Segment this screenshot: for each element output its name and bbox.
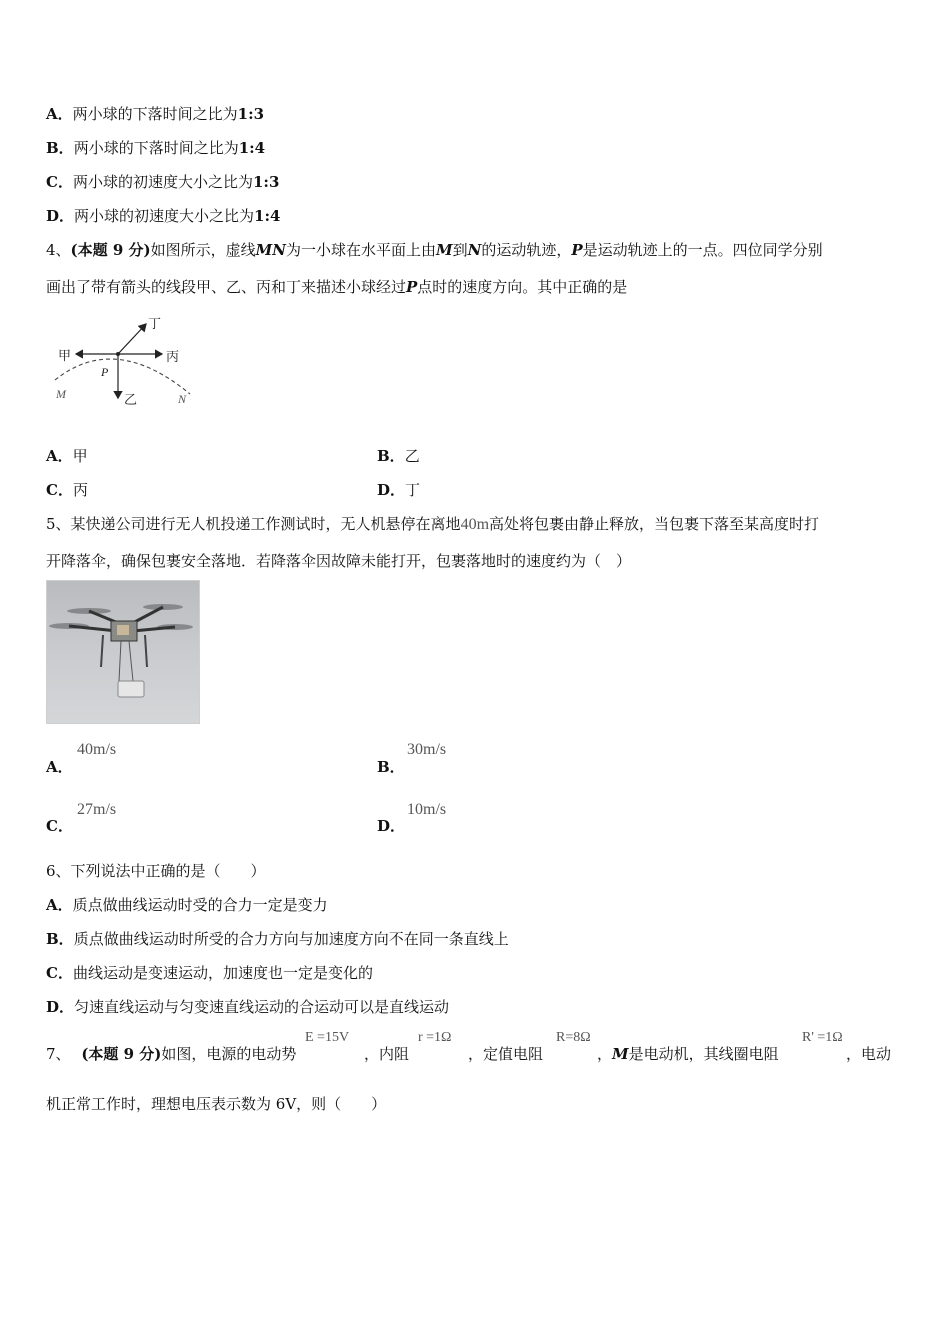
point-p <box>116 352 120 356</box>
stem-text: 如图，电源的电动势 <box>161 1045 297 1063</box>
q6-option-b <box>46 928 509 949</box>
option-text: 丙 <box>72 481 88 499</box>
q6-option-c <box>46 962 373 983</box>
symbol-m: M <box>435 241 453 259</box>
stem-text: 是电动机，其线圈电阻 <box>628 1045 779 1063</box>
option-letter: C． <box>46 173 73 191</box>
q5-option-c-value: 27m/s <box>77 801 117 818</box>
symbol-m: M <box>612 1045 629 1063</box>
option-text: 两小球的下落时间之比为 <box>73 139 239 157</box>
option-letter: D． <box>46 207 75 225</box>
stem-text: 为一小球在水平面上由 <box>285 241 436 259</box>
stem-text: 点时的速度方向。其中正确的是 <box>417 278 628 296</box>
q4-option-d <box>377 479 420 500</box>
stem-text: 开降落伞，确保包裹安全落地．若降落伞因故障未能打开，包裹落地时的速度约为（ ） <box>46 552 632 570</box>
stem-text: 画出了带有箭头的线段甲、乙、丙和丁来描述小球经过 <box>46 278 407 296</box>
label-jia: 甲 <box>58 349 72 364</box>
option-text: 乙 <box>404 447 420 465</box>
drone-photo <box>46 580 200 724</box>
q5-option-c-letter <box>46 815 73 836</box>
option-letter: B． <box>377 447 405 465</box>
question-score: (本题 9 分) <box>70 241 151 259</box>
stem-text: 某快递公司进行无人机投递工作测试时，无人机悬停在离地 <box>70 515 461 533</box>
q6-option-d <box>46 996 449 1017</box>
option-letter: C． <box>46 481 73 499</box>
option-text: 丁 <box>405 481 421 499</box>
q5-stem-line1 <box>46 513 819 534</box>
symbol-n: N <box>467 241 482 259</box>
q5-option-b-value: 30m/s <box>407 741 447 758</box>
label-bing: 丙 <box>166 350 180 365</box>
q5-option-a-letter <box>46 756 73 777</box>
option-letter: D． <box>377 817 406 835</box>
question-number: 7、 <box>46 1045 71 1063</box>
stem-text: ， <box>597 1045 613 1063</box>
q4-option-b <box>377 445 420 466</box>
option-text: 两小球的初速度大小之比为 <box>72 173 253 191</box>
q3-option-c <box>46 171 279 192</box>
drone-illustration <box>47 581 199 723</box>
q7-text-resistor: ，定值电阻 <box>468 1045 544 1063</box>
option-letter: D． <box>377 481 406 499</box>
label-m: M <box>56 387 66 401</box>
q7-stem-line2: 机正常工作时，理想电压表示数为 6V，则（ ） <box>46 1095 387 1113</box>
q6-title: 6、下列说法中正确的是（ ） <box>46 862 266 880</box>
q5-stem-line2 <box>46 550 631 571</box>
label-n: N <box>178 392 187 406</box>
option-ratio: 1:3 <box>252 173 280 191</box>
q5-option-d-letter <box>377 815 405 836</box>
stem-text: 如图所示，虚线 <box>150 241 256 259</box>
stem-text: 的运动轨迹， <box>481 241 572 259</box>
q4-stem-line2 <box>46 276 627 297</box>
option-text: 曲线运动是变速运动，加速度也一定是变化的 <box>72 964 373 982</box>
q3-option-d <box>46 205 280 226</box>
option-text: 质点做曲线运动时受的合力一定是变力 <box>72 896 328 914</box>
option-letter: A． <box>46 896 73 914</box>
stem-text: 到 <box>452 241 468 259</box>
option-text: 两小球的下落时间之比为 <box>72 105 238 123</box>
option-letter: D． <box>46 998 75 1016</box>
emf-value: E =15V <box>305 1030 350 1045</box>
coil-resistance-value: R' =1Ω <box>802 1030 843 1045</box>
question-number: 4、 <box>46 241 71 259</box>
option-letter: B． <box>46 930 74 948</box>
trajectory-figure <box>50 312 200 412</box>
q5-option-b-letter <box>377 756 405 777</box>
question-score: (本题 9 分) <box>81 1045 162 1063</box>
option-ratio: 1:4 <box>238 139 266 157</box>
q5-option-a-value: 40m/s <box>77 741 117 758</box>
option-letter: A． <box>46 105 73 123</box>
option-letter: A． <box>46 758 73 776</box>
option-letter: C． <box>46 964 73 982</box>
option-text: 质点做曲线运动时所受的合力方向与加速度方向不在同一条直线上 <box>73 930 509 948</box>
q6-option-a <box>46 894 328 915</box>
q3-option-a <box>46 103 264 124</box>
internal-resistance-value: r =1Ω <box>418 1030 452 1045</box>
q5-option-d-value: 10m/s <box>407 801 447 818</box>
option-letter: C． <box>46 817 73 835</box>
q7-text-motor <box>597 1043 779 1064</box>
option-text: 匀速直线运动与匀变速直线运动的合运动可以是直线运动 <box>74 998 450 1016</box>
stem-text: 是运动轨迹上的一点。四位同学分别 <box>582 241 823 259</box>
resistor-value: R=8Ω <box>556 1030 591 1045</box>
option-text: 两小球的初速度大小之比为 <box>74 207 255 225</box>
symbol-p: P <box>406 278 418 296</box>
q7-text-end: ，电动 <box>846 1045 892 1063</box>
option-ratio: 1:3 <box>237 105 265 123</box>
q4-option-a <box>46 445 88 466</box>
option-letter: A． <box>46 447 73 465</box>
option-text: 甲 <box>72 447 88 465</box>
label-p: P <box>101 365 109 379</box>
height-value: 40m <box>460 516 490 533</box>
q7-label <box>46 1043 296 1064</box>
arrow-ding <box>118 324 146 354</box>
question-number: 5、 <box>46 515 71 533</box>
q3-option-b <box>46 137 265 158</box>
label-ding: 丁 <box>148 317 162 332</box>
q4-stem-line1 <box>46 239 823 260</box>
q7-text-internal: ，内阻 <box>364 1045 410 1063</box>
symbol-p: P <box>571 241 583 259</box>
option-ratio: 1:4 <box>254 207 281 225</box>
q4-option-c <box>46 479 88 500</box>
label-yi: 乙 <box>124 393 138 408</box>
stem-text: 高处将包裹由静止释放，当包裹下落至某高度时打 <box>489 515 820 533</box>
option-letter: B． <box>46 139 74 157</box>
option-letter: B． <box>377 758 405 776</box>
symbol-mn: MN <box>255 241 286 259</box>
